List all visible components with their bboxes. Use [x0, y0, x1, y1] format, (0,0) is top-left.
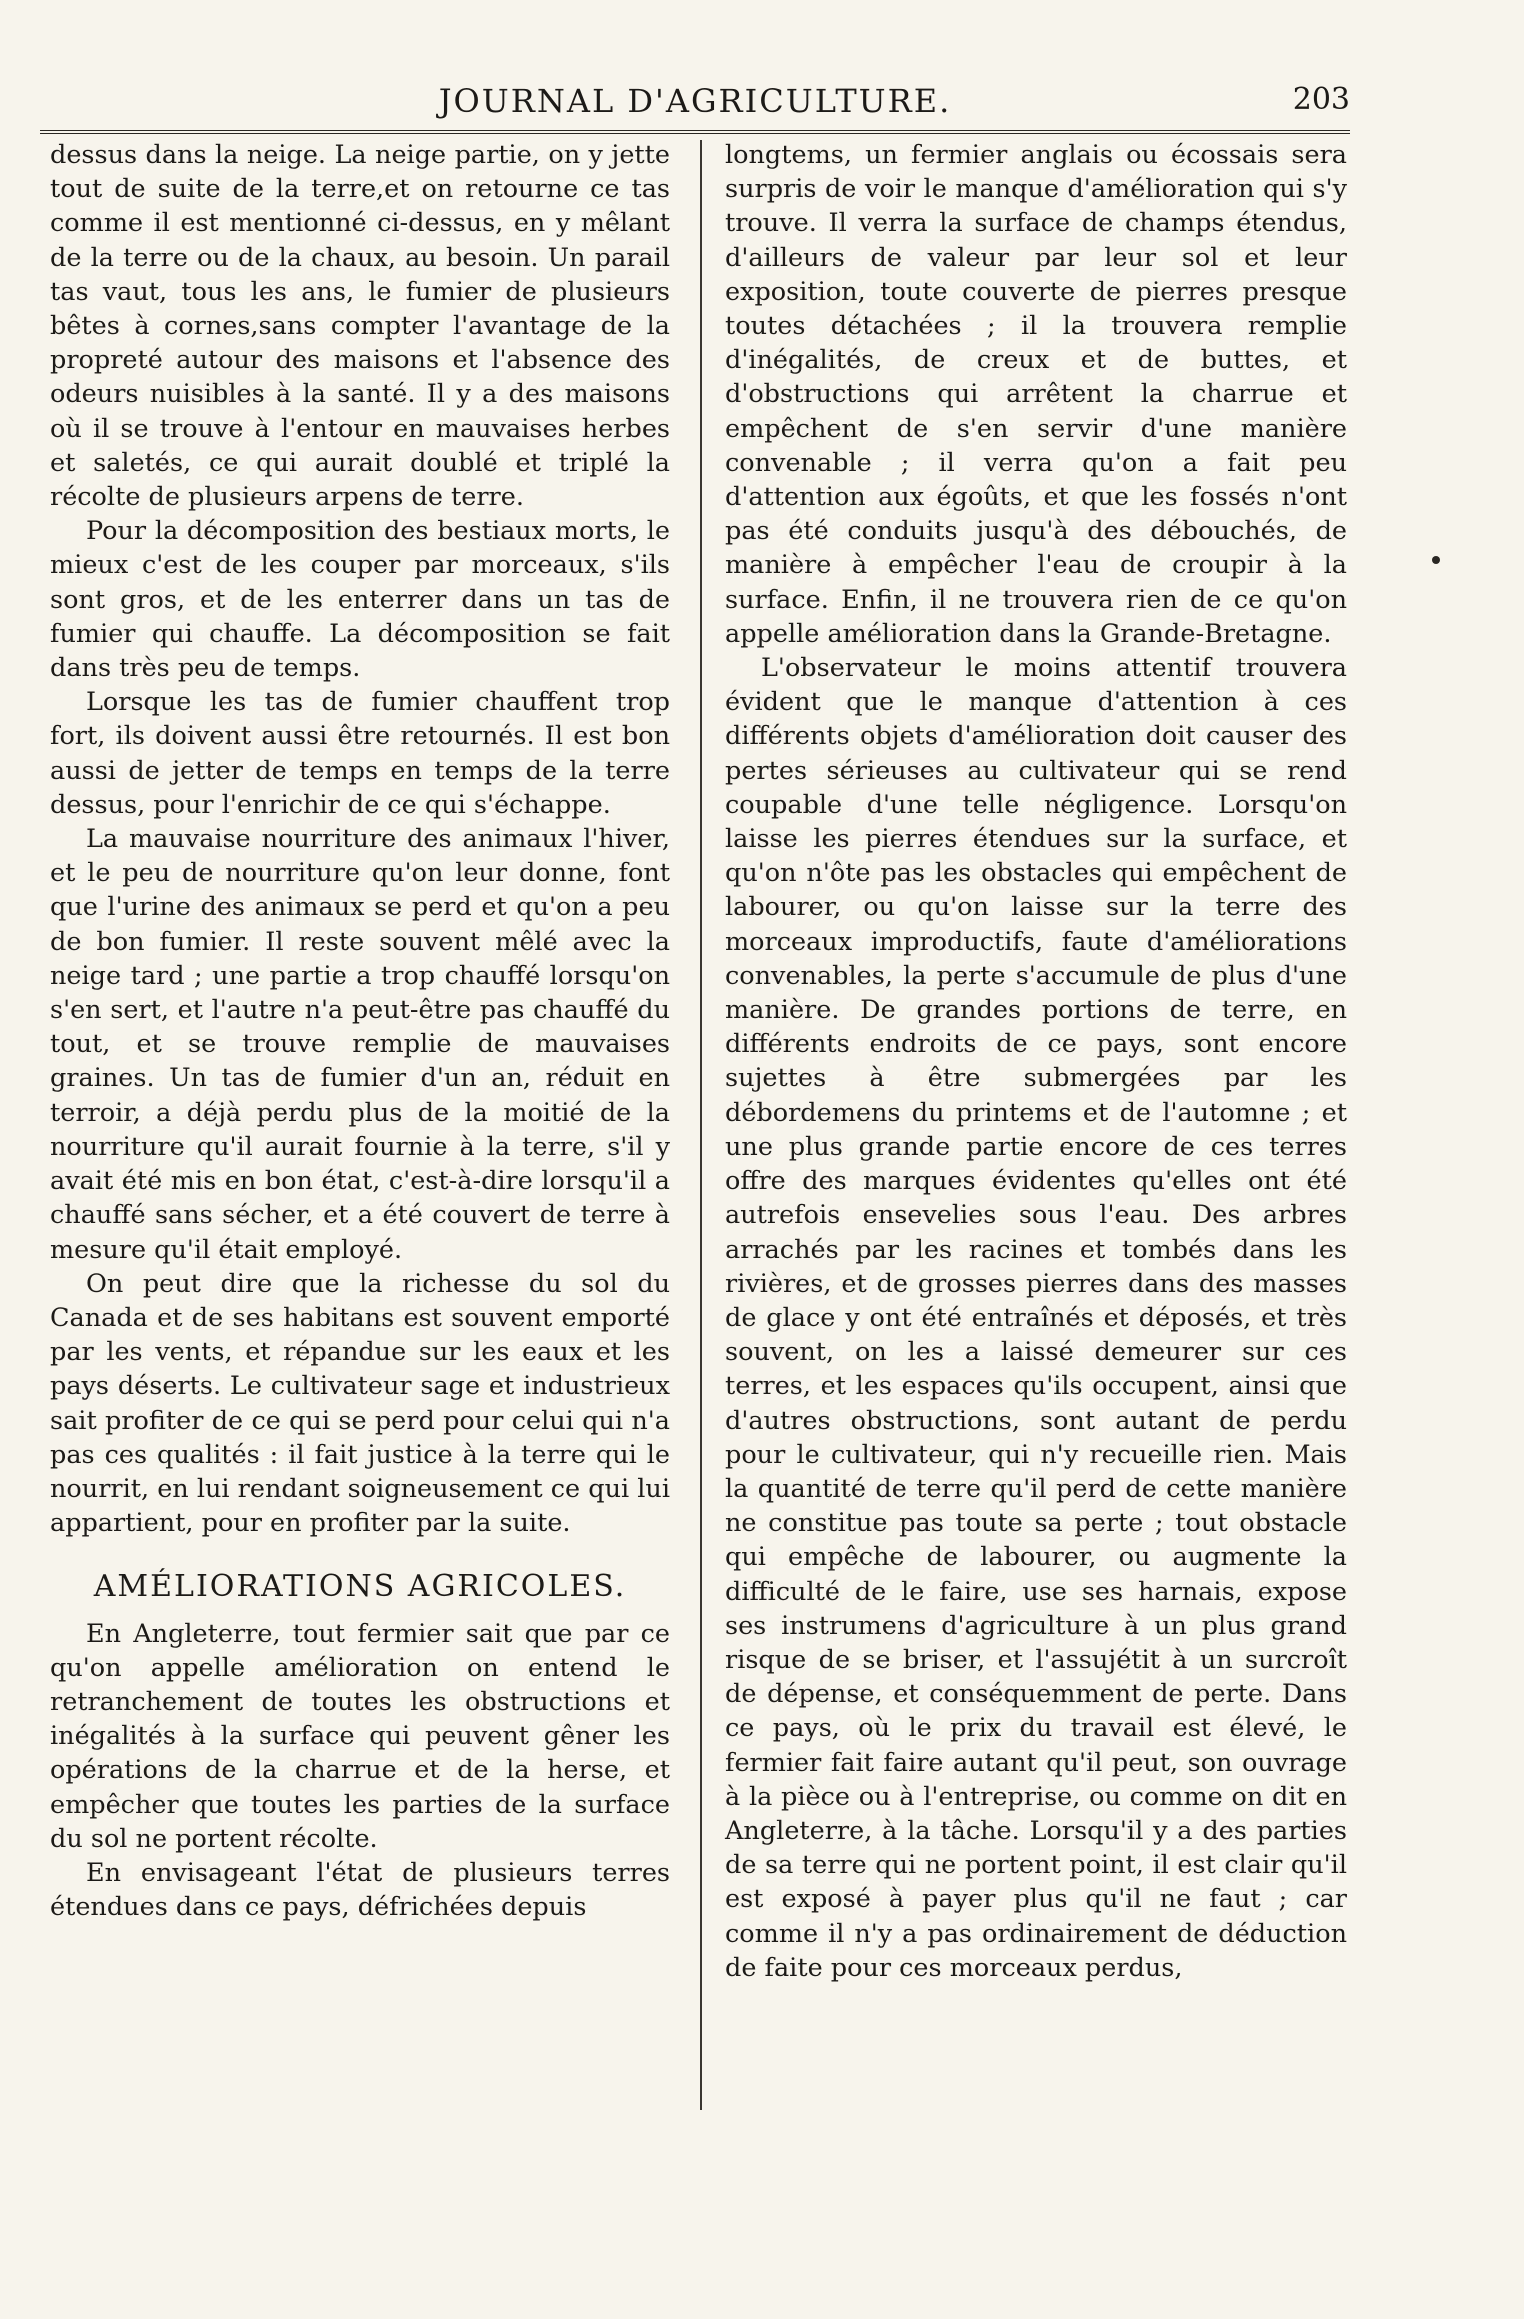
page-number: 203: [1292, 82, 1350, 117]
column-separator: [700, 140, 702, 2110]
section-heading: AMÉLIORATIONS AGRICOLES.: [93, 1569, 627, 1605]
paragraph: En Angleterre, tout fermier sait que par ce qu'on appelle amélioration on entend le retranchement de toutes les obstructions et inégalités à la surface qui peuvent gêner les opérations de la charrue et de la herse, et empêcher que toutes les parties de la surface du sol ne portent récolte.: [50, 1618, 670, 1854]
paragraph: Pour la décomposition des bestiaux morts, le mieux c'est de les couper par morceaux, s'ils sont gros, et de les enterrer dans un tas de fumier qui chauffe. La décomposition se fait dans très peu de temps.: [50, 516, 670, 684]
paragraph: On peut dire que la richesse du sol du Canada et de ses habitans est souvent emporté par les vents, et répandue sur les eaux et les pays déserts. Le cultivateur sage et industrieux sait profiter de ce qui se perd pour celui qui n'a pas ces qualités : il fait justice à la terre qui le nourrit, en lui rendant soigneusement ce qui lui appartient, pour en profiter par la suite.: [50, 1268, 670, 1539]
paragraph: longtems, un fermier anglais ou écossais sera surpris de voir le manque d'amélioration qui s'y trouve. Il verra la surface de champs étendus, d'ailleurs de valeur par leur sol et leur exposition, toute couverte de pierres presque toutes détachées ; il la trouvera remplie d'inégalités, de creux et de buttes, et d'obstructions qui arrêtent la charrue et empêchent de s'en servir d'une manière convenable ; il verra qu'on a fait peu d'attention aux égoûts, et que les fossés n'ont pas été conduits jusqu'à des débouchés, de manière à empêcher l'eau de croupir à la surface. Enfin, il ne trouvera rien de ce qu'on appelle amélioration dans la Grande-Bretagne.: [725, 140, 1347, 649]
page-header: [40, 82, 1350, 128]
paragraph: L'observateur le moins attentif trouvera évident que le manque d'attention à ces différents objets d'amélioration doit causer des pertes sérieuses au cultivateur qui se rend coupable d'une telle négligence. Lorsqu'on laisse les pierres étendues sur la surface, et qu'on n'ôte pas les obstacles qui empêchent de labourer, ou qu'on laisse sur la terre des morceaux improductifs, faute d'améliorations convenables, la perte s'accumule de plus d'une manière. De grandes portions de terre, en différents endroits de ce pays, sont encore sujettes à être submergées par les débordemens du printems et de l'automne ; et une plus grande partie encore de ces terres offre des marques évidentes qu'elles ont été autrefois ensevelies sous l'eau. Des arbres arrachés par les racines et tombés dans les rivières, et de grosses pierres dans des masses de glace y ont été entraînés et déposés, et très souvent, on les a laissé demeurer sur ces terres, et les espaces qu'ils occupent, ainsi que d'autres obstructions, sont autant de perdu pour le cultivateur, qui n'y recueille rien. Mais la quantité de terre qu'il perd de cette manière ne constitue pas toute sa perte ; tout obstacle qui empêche de labourer, ou augmente la difficulté de le faire, use ses harnais, expose ses instrumens d'agriculture à un plus grand risque de se briser, et l'assujétit à un surcroît de dépense, et conséquemment de perte. Dans ce pays, où le prix du travail est élevé, le fermier fait faire autant qu'il peut, son ouvrage à la pièce ou à l'entreprise, ou comme on dit en Angleterre, à la tâche. Lorsqu'il y a des parties de sa terre qui ne portent point, il est clair qu'il est exposé à payer plus qu'il ne faut ; car comme il n'y a pas ordinairement de déduction de faite pour ces morceaux perdus,: [725, 653, 1347, 1983]
journal-title: JOURNAL D'AGRICULTURE.: [438, 82, 952, 120]
paragraph: La mauvaise nourriture des animaux l'hiver, et le peu de nourriture qu'on leur donne, font que l'urine des animaux se perd et qu'on a peu de bon fumier. Il reste souvent mêlé avec la neige tard ; une partie a trop chauffé lorsqu'on s'en sert, et l'autre n'a peut-être pas chauffé du tout, et se trouve remplie de mauvaises graines. Un tas de fumier d'un an, réduit en terroir, a déjà perdu plus de la moitié de la nourriture qu'il aurait fournie à la terre, s'il y avait été mis en bon état, c'est-à-dire lorsqu'il a chauffé sans sécher, et a été couvert de terre à mesure qu'il était employé.: [50, 824, 670, 1265]
ink-dot: [1432, 556, 1440, 564]
header-rule: [40, 130, 1350, 134]
right-column: [725, 138, 1347, 1985]
paragraph: dessus dans la neige. La neige partie, on y jette tout de suite de la terre,et on retourne ce tas comme il est mentionné ci-dessus, en y mêlant de la terre ou de la chaux, au besoin. Un parail tas vaut, tous les ans, le fumier de plusieurs bêtes à cornes,sans compter l'avantage de la propreté autour des maisons et l'absence des odeurs nuisibles à la santé. Il y a des maisons où il se trouve à l'entour en mauvaises herbes et saletés, ce qui aurait doublé et triplé la récolte de plusieurs arpens de terre.: [50, 140, 670, 513]
margin-area: [1354, 0, 1524, 2319]
left-column: [50, 138, 670, 1924]
paragraph: En envisageant l'état de plusieurs terres étendues dans ce pays, défrichées depuis: [50, 1857, 670, 1923]
paragraph: Lorsque les tas de fumier chauffent trop fort, ils doivent aussi être retournés. Il est bon aussi de jetter de temps en temps de la terre dessus, pour l'enrichir de ce qui s'échappe.: [50, 687, 670, 820]
newspaper-page: [20, 0, 1350, 2319]
